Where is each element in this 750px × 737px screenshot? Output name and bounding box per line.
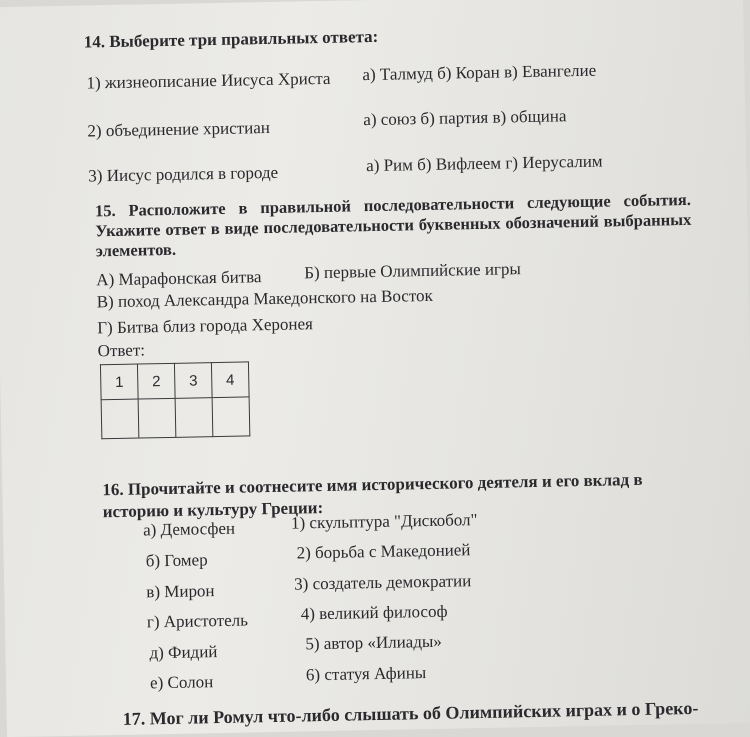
q17-title: 17. Мог ли Ромул что-либо слышать об Олимпийских играх и о Греко-	[122, 697, 699, 729]
q16-left-e: д) Фидий	[149, 642, 218, 663]
q15-item-c: В) поход Александра Македонского на Восток	[96, 285, 433, 312]
q15-title: 15. Расположите в правильной последовательности следующие события. Укажите ответ в виде последовательности буквенных обозначений выбранных элементов.	[94, 189, 692, 261]
q16-right-6: 6) статуя Афины	[305, 663, 427, 685]
answer-cell-1[interactable]	[101, 399, 139, 439]
q16-right-2: 2) борьба с Македонией	[296, 540, 471, 563]
answer-col-2: 2	[137, 363, 175, 399]
q16-left-b: б) Гомер	[145, 550, 208, 571]
q16-right-1: 1) скульптура "Дискобол"	[290, 510, 478, 533]
answer-cell-2[interactable]	[138, 398, 176, 438]
q15-answer-label: Ответ:	[97, 340, 146, 361]
q14-row2-options: а) союз б) партия в) община	[363, 106, 567, 130]
q16-left-c: в) Мирон	[146, 581, 215, 602]
q16-right-3: 3) создатель демократии	[294, 571, 472, 594]
q15-item-d: Г) Битва близ города Херонея	[97, 314, 314, 338]
q14-row1-question: 1) жизнеописание Иисуса Христа	[86, 68, 331, 93]
q16-right-5: 5) автор «Илиады»	[305, 631, 442, 654]
answer-cell-3[interactable]	[175, 398, 213, 438]
answer-col-4: 4	[211, 362, 249, 398]
q16-right-4: 4) великий философ	[300, 601, 448, 624]
q14-title: 14. Выберите три правильных ответа:	[83, 26, 379, 52]
q16-left-d: г) Аристотель	[146, 610, 249, 632]
q15-answer-table	[100, 361, 250, 439]
q15-item-a: А) Марафонская битва	[96, 267, 262, 290]
q14-row3-question: 3) Иисус родился в городе	[88, 162, 279, 186]
q15-item-b: Б) первые Олимпийские игры	[304, 259, 522, 283]
q16-left-a: а) Демосфен	[142, 518, 236, 540]
answer-cell-4[interactable]	[212, 397, 250, 437]
q14-row2-question: 2) объединение христиан	[87, 117, 271, 141]
q16-left-f: е) Солон	[149, 672, 214, 693]
answer-col-1: 1	[100, 364, 138, 400]
q14-row1-options: а) Талмуд б) Коран в) Евангелие	[362, 60, 597, 85]
answer-col-3: 3	[174, 363, 212, 399]
q16-title: 16. Прочитайте и соотнесите имя исторического деятеля и его вклад в историю и культуру Греции:	[102, 469, 643, 522]
q14-row3-options: а) Рим б) Вифлеем г) Иерусалим	[365, 151, 603, 176]
